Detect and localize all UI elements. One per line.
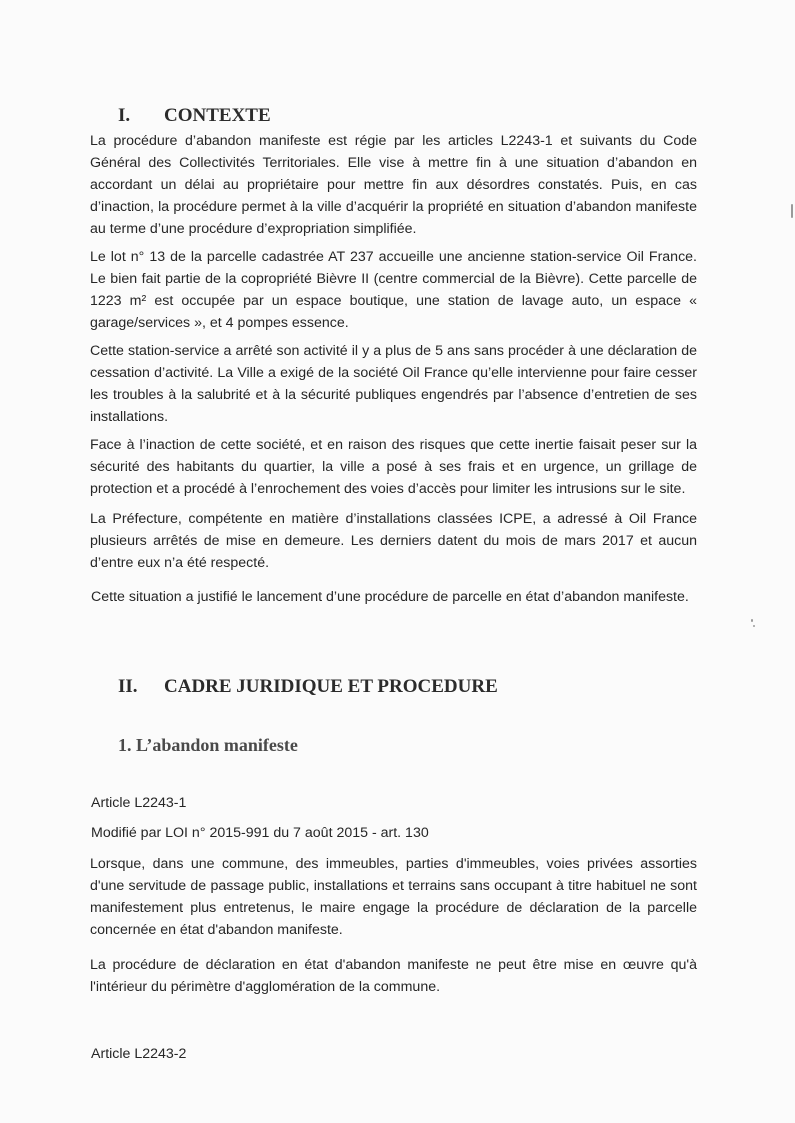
- paragraph: Cette situation a justifié le lancement d’une procédure de parcelle en état d’abandon manifeste.: [91, 589, 689, 605]
- subsection-title: L’abandon manifeste: [136, 735, 298, 755]
- paragraph: Face à l’inaction de cette société, et en raison des risques que cette inertie faisait peser sur la sécurité des habitants du quartier, la ville a posé à ses frais et en urgence, un grillage de protection et a procédé à l’enrochement des voies d’accès pour limiter les intrusions sur le site.: [90, 437, 697, 497]
- section-2-number: II.: [118, 676, 138, 697]
- paragraph: Cette station-service a arrêté son activité il y a plus de 5 ans sans procéder à une déclaration de cessation d’activité. La Ville a exigé de la société Oil France qu’elle intervienne pour faire cesser les troubles à la salubrité et à la sécurité publiques engendrés par l’absence d’entretien de ses installations.: [90, 343, 697, 425]
- section-1-number: I.: [118, 105, 131, 126]
- paragraph: Le lot n° 13 de la parcelle cadastrée AT 237 accueille une ancienne station-service Oil France. Le bien fait partie de la copropriété Bièvre II (centre commercial de la Bièvre). Cette parcelle de 1223 m² est occupée par un espace boutique, une station de lavage auto, un espace « garage/services », et 4 pompes essence.: [90, 249, 697, 331]
- section-1-title: CONTEXTE: [164, 105, 271, 126]
- scan-mark: [791, 204, 793, 218]
- paragraph: La procédure d’abandon manifeste est régie par les articles L2243-1 et suivants du Code Général des Collectivités Territoriales. Elle vise à mettre fin à une situation d’abandon en accordant un délai au propriétaire pour mettre fin aux désordres constatés. Puis, en cas d’inaction, la procédure permet à la ville d’acquérir la propriété en situation d’abandon manifeste au terme d’une procédure d’expropriation simplifiée.: [90, 133, 697, 237]
- article-modified-note: Modifié par LOI n° 2015-991 du 7 août 2015 - art. 130: [91, 825, 429, 841]
- subsection-heading: [118, 735, 298, 756]
- article-paragraph: La procédure de déclaration en état d'abandon manifeste ne peut être mise en œuvre qu'à l'intérieur du périmètre d'agglomération de la commune.: [90, 957, 697, 995]
- scan-mark: [751, 619, 753, 622]
- article-paragraph: Lorsque, dans une commune, des immeubles, parties d'immeubles, voies privées assorties d'une servitude de passage public, installations et terrains sans occupant à titre habituel ne sont manifestement plus entretenus, le maire engage la procédure de déclaration de la parcelle concernée en état d'abandon manifeste.: [90, 856, 697, 938]
- section-2-heading: [118, 676, 498, 698]
- subsection-number: 1.: [118, 735, 132, 755]
- article-title: Article L2243-2: [91, 1046, 187, 1062]
- paragraph: La Préfecture, compétente en matière d’installations classées ICPE, a adressé à Oil France plusieurs arrêtés de mise en demeure. Les derniers datent du mois de mars 2017 et aucun d’entre eux n’a été respecté.: [90, 511, 697, 571]
- section-2-title: CADRE JURIDIQUE ET PROCEDURE: [164, 676, 498, 697]
- scan-mark: [753, 625, 755, 627]
- article-title: Article L2243-1: [91, 795, 187, 811]
- section-1-heading: [118, 105, 271, 127]
